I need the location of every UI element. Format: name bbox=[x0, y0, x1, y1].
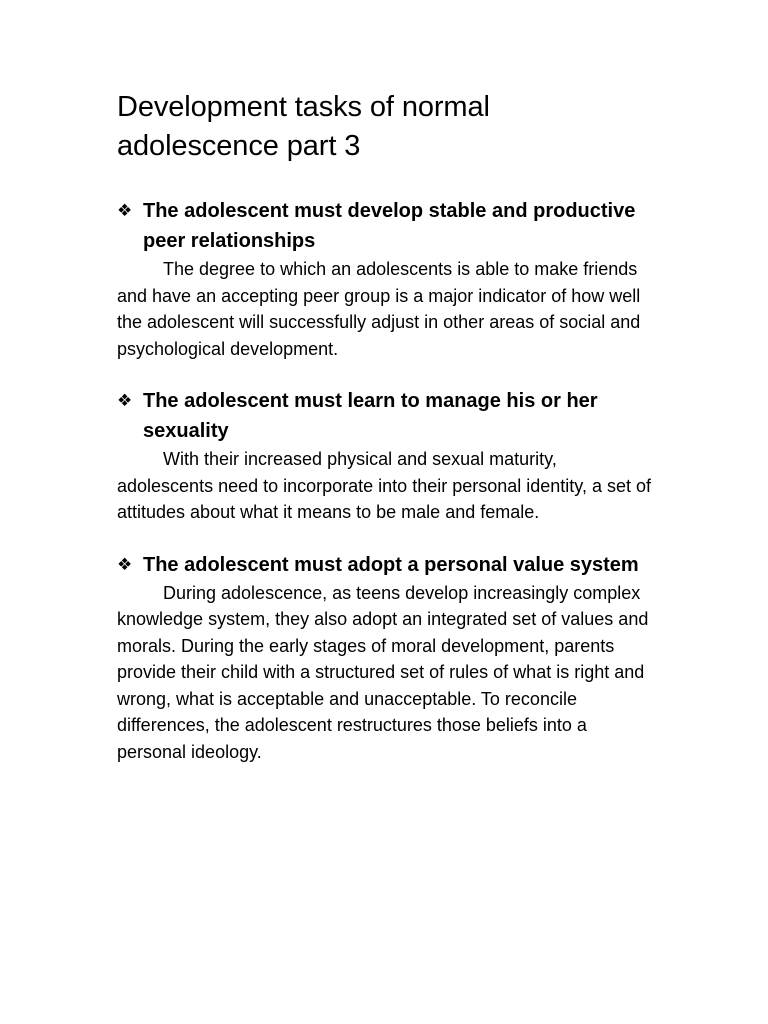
section-peer-relationships bbox=[117, 196, 657, 362]
diamond-bullet-icon: ❖ bbox=[117, 391, 133, 410]
diamond-bullet-icon: ❖ bbox=[117, 201, 133, 220]
section-heading-row bbox=[117, 196, 657, 256]
section-value-system bbox=[117, 550, 657, 766]
section-heading: The adolescent must develop stable and productive peer relationships bbox=[143, 200, 636, 252]
section-heading: The adolescent must adopt a personal value system bbox=[143, 553, 639, 576]
section-body: The degree to which an adolescents is able to make friends and have an accepting peer group is a major indicator of how well the adolescent will successfully adjust in other areas of social and psychological development. bbox=[117, 259, 641, 359]
section-heading: The adolescent must learn to manage his or her sexuality bbox=[143, 390, 598, 442]
section-heading-row bbox=[117, 550, 657, 580]
document-page bbox=[117, 88, 657, 789]
section-body: During adolescence, as teens develop increasingly complex knowledge system, they also adopt an integrated set of values and morals. During the early stages of moral development, parents provide their child with a structured set of rules of what is right and wrong, what is acceptable and unacceptable. To reconcile differences, the adolescent restructures those beliefs into a personal ideology. bbox=[117, 582, 649, 762]
diamond-bullet-icon: ❖ bbox=[117, 554, 133, 574]
section-heading-row bbox=[117, 386, 657, 446]
section-body: With their increased physical and sexual maturity, adolescents need to incorporate into their personal identity, a set of attitudes about what it means to be male and female. bbox=[117, 449, 651, 522]
document-title: Development tasks of normal adolescence part 3 bbox=[117, 91, 490, 162]
section-sexuality bbox=[117, 386, 657, 526]
